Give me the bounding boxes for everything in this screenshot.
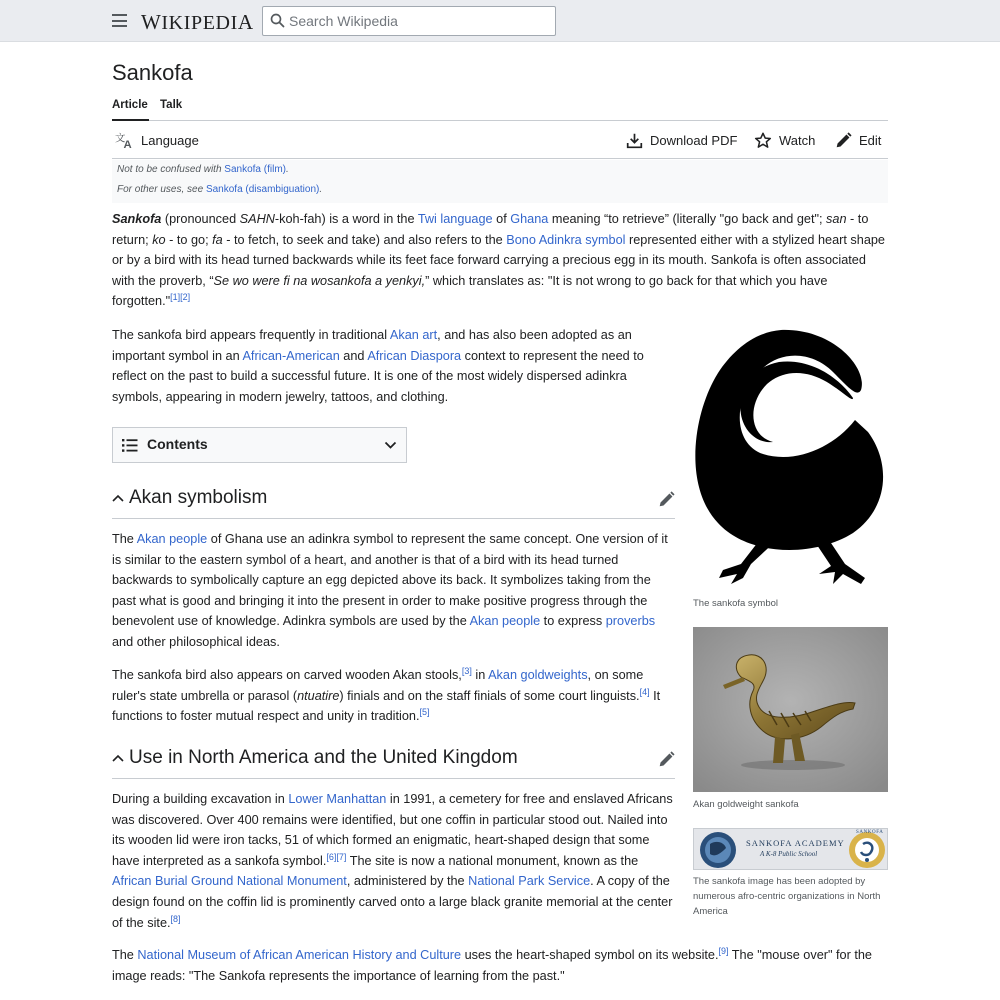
text: of [492, 212, 511, 226]
academy-name: SANKOFA ACADEMY [746, 838, 845, 848]
text: - to return; [112, 212, 869, 247]
text: ” which translates as: "It is not wrong to go back for that which you have forgotten." [112, 273, 828, 309]
citation-9[interactable]: [9] [718, 946, 729, 956]
tab-talk[interactable]: Talk [160, 99, 183, 111]
text: The sankofa bird appears frequently in traditional [112, 328, 390, 342]
term-sankofa: Sankofa [112, 212, 162, 226]
search-icon [270, 13, 285, 28]
text: represented either with a stylized heart shape or by a bird with its head turned backwards while its feet face forward carrying a precious egg in its mouth. Sankofa is often associated with the proverb, “ [112, 232, 885, 288]
section-title: Akan symbolism [129, 487, 268, 508]
text: It functions to foster mutual respect and unity in tradition. [112, 688, 661, 724]
text: of Ghana use an adinkra symbol to represent the same concept. One version of it is similar to the eastern symbol of a heart, and another is that of a bird with its head turned backwards to symbolically capture an egg depicted above its back. It symbolizes taking from the past what is good and bringing it into the present in order to make positive progress through the benevolent use of knowledge. Adinkra symbols are used by the [112, 532, 668, 629]
section-heading-akan-symbolism[interactable] [112, 485, 675, 519]
sankofa-symbol-image[interactable] [693, 328, 889, 590]
text: The [112, 948, 138, 962]
text: Se wo were fi na wosankofa a yenkyi, [213, 273, 426, 288]
pencil-icon[interactable] [658, 751, 675, 768]
text: The [112, 532, 137, 546]
language-label: Language [141, 133, 199, 148]
hatnote-box [112, 160, 888, 203]
hatnote-text: Not to be confused with [117, 164, 225, 175]
link-twi-language[interactable]: Twi language [417, 212, 493, 226]
text: SAHN [239, 212, 275, 226]
text: and other philosophical ideas. [112, 634, 280, 649]
text: , administered by the [346, 874, 469, 889]
link-national-park-service[interactable]: National Park Service [468, 874, 591, 889]
download-pdf-label: Download PDF [650, 133, 738, 148]
citation-7[interactable]: [7] [336, 851, 347, 862]
translate-icon [115, 132, 134, 149]
section-title: Use in North America and the United Kingdom [129, 747, 518, 768]
paragraph-diaspora [112, 325, 667, 407]
citation-2[interactable]: [2] [180, 292, 191, 303]
watch-button[interactable] [754, 132, 815, 149]
text: -koh-fah) is a word in the [274, 212, 418, 226]
academy-subtitle: A K-8 Public School [760, 850, 818, 858]
search-box[interactable] [262, 6, 556, 36]
hatnote-text: . [285, 164, 289, 175]
pencil-icon [835, 132, 852, 149]
hatnote-other-uses [117, 184, 322, 195]
caption-academy: The sankofa image has been adopted by numerous afro-centric organizations in North America [693, 876, 881, 917]
header-bar [0, 0, 1000, 42]
link-african-american[interactable]: African-American [242, 348, 340, 363]
link-proverbs[interactable]: proverbs [605, 614, 656, 629]
paragraph-akan-people [112, 529, 669, 653]
text: - to go; [165, 232, 213, 247]
download-icon [626, 132, 643, 149]
text: in 1991, a cemetery for free and enslaved Africans was discovered. Over 400 remains were identified, but one coffin in particular stood out. Nailed into its wooden lid were iron tacks, 51 of which formed an enigmatic, heart-shaped design that some have interpreted as a sankofa symbol. [112, 792, 673, 868]
star-icon [754, 132, 772, 149]
chevron-up-icon [112, 494, 124, 503]
paragraph-museum [112, 945, 888, 986]
text: The "mouse over" for the image reads: "The Sankofa represents the importance of learning from the past." [112, 948, 872, 983]
svg-text:A: A [123, 139, 132, 149]
caption-symbol: The sankofa symbol [693, 598, 779, 609]
hatnote-confusion [117, 164, 289, 175]
wordmark-final: A [237, 10, 254, 34]
text: , and has also been adopted as an important symbol in an [112, 328, 632, 363]
text: - to fetch, to seek and take) and also refers to the [222, 232, 507, 247]
emblem-ring-text: SANKOFA [856, 830, 884, 835]
text: in [471, 668, 489, 682]
text: fa [212, 232, 223, 247]
link-sankofa-film[interactable]: Sankofa (film) [224, 164, 286, 175]
watch-label: Watch [779, 133, 816, 148]
text: (pronounced [161, 212, 240, 226]
language-button[interactable] [115, 132, 199, 149]
chevron-down-icon [384, 440, 397, 450]
link-akan-art[interactable]: Akan art [389, 328, 438, 342]
list-icon [122, 438, 138, 453]
text: . A copy of the design found on the coffin lid is prominently carved onto a large black granite memorial at the center of the site. [112, 874, 673, 930]
text: context to represent the need to reflect on the past to build a successful future. It is one of the most widely dispersed adinkra symbols, appearing in modern jewelry, tattoos, and clothing. [112, 348, 644, 404]
contents-label: Contents [147, 436, 208, 452]
text: ntuatire [297, 688, 340, 703]
paragraph-burial-ground [112, 789, 674, 933]
text: meaning “to retrieve” (literally "go back and get"; [548, 212, 827, 226]
download-pdf-button[interactable] [626, 132, 737, 149]
sankofa-emblem-icon [847, 830, 887, 870]
goldweight-photo[interactable] [693, 627, 888, 792]
main-menu-button[interactable] [112, 14, 127, 27]
hatnote-text: For other uses, see [117, 184, 206, 195]
text: , on some ruler's state umbrella or parasol ( [112, 668, 644, 703]
wordmark-middle: IKIPEDI [161, 12, 238, 34]
svg-text:文: 文 [115, 133, 126, 145]
link-akan-goldweights[interactable]: Akan goldweights [488, 668, 588, 682]
citation-3[interactable]: [3] [461, 666, 472, 676]
link-lower-manhattan[interactable]: Lower Manhattan [288, 792, 387, 806]
text: During a building excavation in [112, 792, 289, 806]
page-title: Sankofa [112, 60, 193, 85]
caption-goldweight: Akan goldweight sankofa [693, 799, 799, 810]
link-african-diaspora[interactable]: African Diaspora [367, 348, 462, 363]
text: ko [152, 232, 166, 247]
wikipedia-wordmark[interactable] [141, 10, 254, 35]
paragraph-stools [112, 665, 674, 727]
link-african-burial-ground[interactable]: African Burial Ground National Monument [112, 874, 347, 889]
tab-article[interactable]: Article [112, 98, 149, 121]
link-sankofa-disambiguation[interactable]: Sankofa (disambiguation) [205, 184, 320, 195]
wordmark-initial: W [141, 10, 162, 34]
sankofa-academy-banner[interactable] [693, 828, 888, 870]
link-akan-people[interactable]: Akan people [469, 614, 541, 629]
edit-button[interactable] [835, 132, 881, 149]
search-input[interactable] [289, 10, 551, 32]
section-heading-north-america[interactable] [112, 745, 675, 779]
chevron-up-icon [112, 754, 124, 763]
intro-paragraph [112, 209, 888, 312]
link-nmaahc[interactable]: National Museum of African American History and Culture [137, 948, 462, 962]
edit-label: Edit [859, 133, 882, 148]
text: and [339, 348, 368, 363]
link-ghana[interactable]: Ghana [510, 212, 549, 226]
link-akan-people[interactable]: Akan people [136, 532, 208, 546]
text: ) finials and on the staff finials of some court linguists. [339, 688, 640, 703]
text: The sankofa bird also appears on carved wooden Akan stools, [112, 668, 462, 682]
hatnote-text: . [319, 184, 323, 195]
pencil-icon[interactable] [658, 491, 675, 508]
citation-6[interactable]: [6] [326, 851, 337, 862]
citation-8[interactable]: [8] [170, 913, 181, 924]
page-actions [112, 128, 888, 159]
globe-icon [698, 830, 738, 870]
text: san [826, 212, 847, 226]
citation-4[interactable]: [4] [639, 686, 650, 697]
text: to express [540, 614, 606, 629]
link-bono-adinkra[interactable]: Bono Adinkra symbol [506, 232, 626, 247]
namespace-tabs [112, 98, 888, 121]
text: uses the heart-shaped symbol on its website. [461, 948, 719, 962]
citation-1[interactable]: [1] [170, 292, 181, 303]
text: The site is now a national monument, known as the [346, 853, 639, 868]
contents-toggle[interactable] [112, 427, 407, 463]
citation-5[interactable]: [5] [419, 707, 430, 718]
